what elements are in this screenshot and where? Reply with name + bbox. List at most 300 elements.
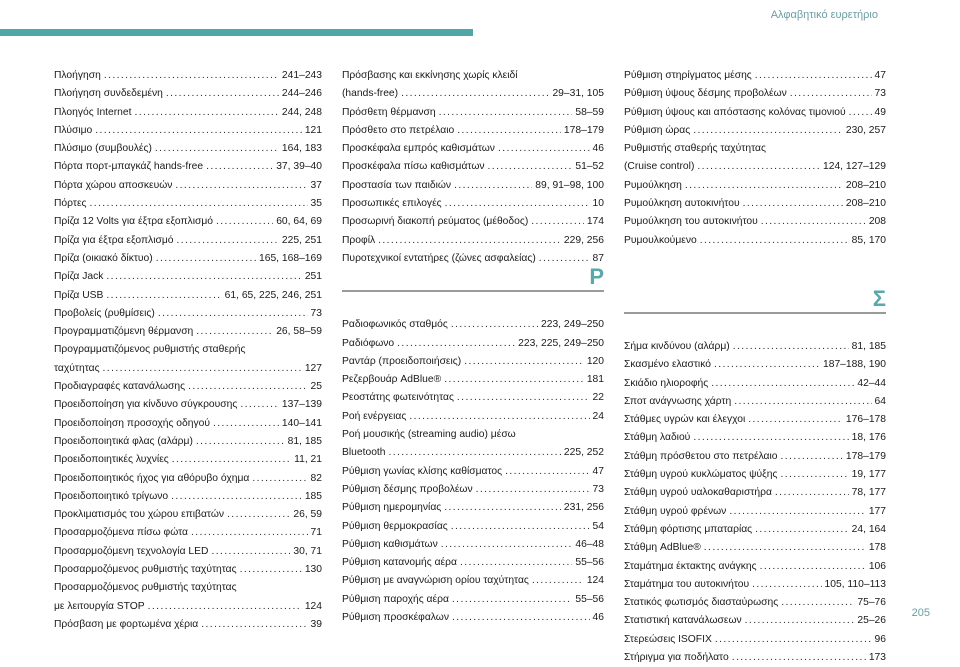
index-term: Ρύθμιση ύψους και απόστασης κολόνας τιμονιού [624, 106, 846, 118]
index-term: ταχύτητας [54, 362, 100, 374]
index-page-refs: 61, 65, 225, 246, 251 [224, 289, 322, 301]
index-entry [54, 67, 322, 85]
dot-leader [775, 484, 849, 502]
dot-leader [734, 393, 871, 411]
index-term: Ρύθμιση κατανομής αέρα [342, 557, 457, 569]
index-entry [54, 506, 322, 524]
index-term: Πλοήγηση συνδεδεμένη [54, 88, 163, 100]
dot-leader [156, 250, 256, 268]
index-term: με λειτουργία STOP [54, 600, 145, 612]
section-header-sigma [624, 285, 886, 338]
index-term: Στατιστική κατανάλωσεων [624, 615, 742, 627]
index-entry [624, 338, 886, 356]
index-term: Ρύθμιση θερμοκρασίας [342, 520, 448, 532]
index-column-1 [54, 67, 322, 634]
dot-leader [104, 67, 279, 85]
index-term: Προσωπικές επιλογές [342, 198, 442, 210]
index-page-refs: 178 [868, 542, 886, 554]
index-entry [342, 518, 604, 536]
index-term: Ρυμούλκηση [624, 179, 682, 191]
index-entry [624, 213, 886, 231]
dot-leader [240, 561, 302, 579]
index-entry [54, 195, 322, 213]
index-term: Στάθμη φόρτισης μπαταρίας [624, 523, 753, 535]
index-term: Ρεοστάτης φωτεινότητας [342, 392, 454, 404]
dot-leader [755, 67, 872, 85]
index-term: Στερεώσεις ISOFIX [624, 633, 712, 645]
index-page-refs: 208–210 [845, 179, 886, 191]
index-page-refs: 181 [586, 374, 604, 386]
dot-leader [252, 470, 307, 488]
index-entry-line: Ροή μουσικής (streaming audio) μέσω [342, 429, 516, 441]
index-term: Προσωρινή διακοπή ρεύματος (μέθοδος) [342, 216, 529, 228]
index-page-refs: 225, 252 [563, 447, 604, 459]
dot-leader [196, 323, 273, 341]
index-term: Πρίζα για έξτρα εξοπλισμό [54, 234, 174, 246]
index-column-2 [342, 67, 604, 627]
index-page-refs: 231, 256 [563, 502, 604, 514]
index-term: Στάθμη πρόσθετου στο πετρέλαιο [624, 450, 778, 462]
index-page-refs: 25–26 [857, 615, 886, 627]
index-entry [54, 140, 322, 158]
index-page-refs: 46 [592, 143, 604, 155]
index-term: Ρύθμιση ώρας [624, 124, 691, 136]
dot-leader [191, 524, 308, 542]
index-entry [624, 393, 886, 411]
index-page-refs: 47 [874, 70, 886, 81]
index-term: Πλοήγηση [54, 70, 101, 81]
index-term: Προστασία των παιδιών [342, 179, 452, 191]
index-term: Στάθμη υγρού υαλοκαθαριστήρα [624, 487, 772, 499]
dot-leader [95, 122, 302, 140]
index-entry [54, 232, 322, 250]
dot-leader [464, 353, 584, 371]
index-entry [624, 558, 886, 576]
index-term: Πρίζα USB [54, 289, 104, 301]
index-page-refs: 177 [868, 505, 886, 517]
index-page-refs: 39 [310, 618, 322, 630]
dot-leader [206, 158, 273, 176]
index-entry [624, 195, 886, 213]
dot-leader [693, 122, 843, 140]
index-term: Ρυμουλκούμενο [624, 234, 697, 246]
dot-leader [196, 433, 285, 451]
index-term: Στάθμη υγρού φρένων [624, 505, 727, 517]
index-entry [54, 598, 322, 616]
index-term: Πλύσιμο [54, 124, 93, 136]
index-page-refs: 85, 170 [851, 234, 886, 246]
index-entry-line: Πρόσβασης και εκκίνησης χωρίς κλειδί [342, 70, 518, 81]
index-page-refs: 124 [304, 600, 322, 612]
index-page-refs: 10 [592, 198, 604, 210]
index-page-refs: 25 [310, 381, 322, 393]
index-term: Πρίζα Jack [54, 271, 104, 283]
dot-leader [476, 481, 590, 499]
dot-leader [488, 158, 573, 176]
index-page-refs: 251 [304, 271, 322, 283]
index-term: Προειδοποιητικές λυχνίες [54, 454, 169, 466]
dot-leader [531, 213, 584, 231]
dot-leader [761, 213, 866, 231]
dot-leader [451, 316, 538, 334]
index-page-refs: 18, 176 [851, 432, 886, 444]
index-page-refs: 24, 164 [851, 523, 886, 535]
dot-leader [693, 429, 848, 447]
index-entry [342, 250, 604, 268]
dot-leader [714, 356, 820, 374]
section-divider [624, 312, 886, 314]
index-entry [342, 335, 604, 353]
index-page-refs: 185 [304, 490, 322, 502]
index-entry [54, 158, 322, 176]
dot-leader [697, 158, 820, 176]
section-letter-sigma: Σ [872, 285, 886, 311]
index-term: Σποτ ανάγνωσης χάρτη [624, 395, 732, 407]
index-term: Προειδοποιητικός ήχος για αθόρυβο όχημα [54, 472, 250, 484]
index-term: Προειδοποίηση για κίνδυνο σύγκρουσης [54, 399, 238, 411]
dot-leader [752, 576, 821, 594]
index-entry [342, 444, 604, 462]
index-entry [342, 195, 604, 213]
index-entry [54, 561, 322, 579]
index-entry [54, 433, 322, 451]
dot-leader [158, 305, 308, 323]
index-term: Στατικός φωτισμός διασταύρωσης [624, 597, 779, 609]
section-header-rho [342, 264, 604, 316]
page-header-title: Αλφαβητικό ευρετήριο [770, 9, 878, 21]
dot-leader [498, 140, 590, 158]
section-letter-rho: Ρ [589, 264, 604, 290]
index-entry [54, 616, 322, 634]
dot-leader [441, 536, 573, 554]
index-entry [54, 305, 322, 323]
index-term: Σταμάτημα έκτακτης ανάγκης [624, 560, 757, 572]
index-term: Πόρτα χώρου αποσκευών [54, 179, 173, 191]
dot-leader [148, 598, 302, 616]
index-entry [624, 158, 886, 176]
index-entry [54, 323, 322, 341]
index-page-refs: 89, 91–98, 100 [535, 179, 604, 191]
index-column-3 [624, 67, 886, 667]
index-page-refs: 165, 168–169 [259, 252, 322, 264]
index-page-refs: 55–56 [575, 593, 604, 605]
dot-leader [454, 177, 532, 195]
dot-leader [444, 499, 561, 517]
index-term: Προειδοποίηση προσοχής οδηγού [54, 417, 210, 429]
index-page-refs: 81, 185 [851, 340, 886, 352]
index-entry [624, 649, 886, 667]
dot-leader [90, 195, 308, 213]
index-term: Ροή ενέργειας [342, 410, 407, 422]
index-term: Προδιαγραφές κατανάλωσης [54, 381, 186, 393]
index-page-refs: 178–179 [845, 450, 886, 462]
index-page-refs: 37, 39–40 [276, 161, 322, 173]
index-entry [342, 389, 604, 407]
dot-leader [171, 488, 302, 506]
index-entry-line: Προγραμματιζόμενος ρυθμιστής σταθερής [54, 344, 246, 356]
index-page-refs: 178–179 [563, 124, 604, 136]
index-page-refs: 223, 225, 249–250 [518, 337, 604, 349]
index-page-refs: 30, 71 [293, 545, 322, 557]
index-page-refs: 78, 177 [851, 487, 886, 499]
index-entry [342, 408, 604, 426]
index-term: Ρύθμιση ύψους δέσμης προβολέων [624, 88, 787, 100]
dot-leader [457, 122, 561, 140]
index-term: Ρύθμιση δέσμης προβολέων [342, 483, 473, 495]
index-page-refs: 176–178 [845, 414, 886, 426]
dot-leader [505, 463, 589, 481]
index-entry [624, 232, 886, 250]
index-entry [624, 521, 886, 539]
dot-leader [700, 232, 849, 250]
dot-leader [685, 177, 843, 195]
dot-leader [389, 444, 561, 462]
index-page-refs: 22 [592, 392, 604, 404]
index-entry [342, 122, 604, 140]
index-page-refs: 29–31, 105 [552, 88, 604, 100]
header-accent-bar [0, 29, 473, 36]
index-page-refs: 46–48 [575, 538, 604, 550]
index-entry [342, 536, 604, 554]
index-entry [624, 375, 886, 393]
index-page-refs: 73 [310, 307, 322, 319]
index-entry [342, 104, 604, 122]
index-term: Στήριγμα για ποδήλατο [624, 652, 729, 664]
index-entry [54, 543, 322, 561]
index-entry [624, 85, 886, 103]
index-entry [54, 250, 322, 268]
index-page-refs: 47 [592, 465, 604, 477]
index-page-refs: 106 [868, 560, 886, 572]
index-entry [54, 213, 322, 231]
dot-leader [166, 85, 279, 103]
index-term: Πρίζα 12 Volts για έξτρα εξοπλισμό [54, 216, 213, 228]
dot-leader [790, 85, 872, 103]
index-term: Ρύθμιση καθισμάτων [342, 538, 438, 550]
index-term: Ρυμούλκηση του αυτοκινήτου [624, 216, 758, 228]
dot-leader [755, 521, 848, 539]
index-entry [54, 470, 322, 488]
index-page-refs: 96 [874, 633, 886, 645]
index-page-refs: 105, 110–113 [824, 578, 886, 590]
index-entry [342, 353, 604, 371]
index-page-refs: 229, 256 [563, 234, 604, 246]
index-entry [54, 287, 322, 305]
index-entry [54, 378, 322, 396]
index-term: Ρύθμιση με αναγνώριση ορίου ταχύτητας [342, 575, 529, 587]
index-term: Πλοηγός Internet [54, 106, 132, 118]
dot-leader [409, 408, 589, 426]
index-term: Προειδοποιητικά φλας (αλάρμ) [54, 435, 193, 447]
index-entry [624, 576, 886, 594]
index-page-refs: 58–59 [575, 106, 604, 118]
index-term: Πόρτα πορτ-μπαγκάζ hands-free [54, 161, 204, 173]
index-entry [342, 316, 604, 334]
dot-leader [378, 232, 561, 250]
dot-leader [729, 503, 866, 521]
index-entry [342, 554, 604, 572]
index-entry [624, 484, 886, 502]
index-term: Ρύθμιση ημερομηνίας [342, 502, 442, 514]
index-entry [342, 140, 604, 158]
index-term: Ραδιόφωνο [342, 337, 395, 349]
dot-leader [732, 649, 866, 667]
dot-leader [760, 558, 866, 576]
index-term: Bluetooth [342, 447, 386, 459]
dot-leader [745, 612, 855, 630]
index-page-refs: 60, 64, 69 [276, 216, 322, 228]
index-term: Προκλιματισμός του χώρου επιβατών [54, 509, 225, 521]
index-page-refs: 81, 185 [287, 435, 322, 447]
index-entry [342, 572, 604, 590]
dot-leader [216, 213, 273, 231]
index-entry [342, 232, 604, 250]
index-page-refs: 121 [304, 124, 322, 136]
index-term: Ρεζερβουάρ AdBlue® [342, 374, 442, 386]
index-entry [342, 591, 604, 609]
dot-leader [532, 572, 584, 590]
dot-leader [781, 594, 854, 612]
dot-leader [460, 554, 572, 572]
dot-leader [748, 411, 843, 429]
index-term: Προβολείς (ρυθμίσεις) [54, 307, 155, 319]
index-term: Σταμάτημα του αυτοκινήτου [624, 578, 750, 590]
index-term: Ρύθμιση γωνίας κλίσης καθίσματος [342, 465, 503, 477]
index-page-refs: 124 [586, 575, 604, 587]
index-term: Προσαρμοζόμενη τεχνολογία LED [54, 545, 209, 557]
index-page-refs: 225, 251 [281, 234, 322, 246]
index-entry [624, 429, 886, 447]
index-entry [624, 356, 886, 374]
index-entry [54, 488, 322, 506]
index-page-refs: 137–139 [281, 399, 322, 411]
index-page-refs: 82 [310, 472, 322, 484]
index-entry [54, 451, 322, 469]
index-term: Προσαρμοζόμενος ρυθμιστής ταχύτητας [54, 564, 237, 576]
index-page-refs: 130 [304, 564, 322, 576]
dot-leader [172, 451, 291, 469]
index-entry [624, 104, 886, 122]
dot-leader [457, 389, 590, 407]
index-page-refs: 73 [874, 88, 886, 100]
dot-leader [452, 609, 590, 627]
dot-leader [451, 518, 590, 536]
index-page-refs: 174 [586, 216, 604, 228]
dot-leader [397, 335, 515, 353]
dot-leader [240, 396, 279, 414]
dot-leader [106, 268, 301, 286]
index-entry [54, 177, 322, 195]
index-page-refs: 208–210 [845, 198, 886, 210]
index-term: Πρίζα (οικιακό δίκτυο) [54, 252, 153, 264]
index-page-refs: 35 [310, 198, 322, 210]
index-term: Ραδιοφωνικός σταθμός [342, 319, 448, 331]
index-term: (Cruise control) [624, 161, 695, 173]
index-page-refs: 127 [304, 362, 322, 374]
index-page-refs: 24 [592, 410, 604, 422]
index-term: Στάθμη AdBlue® [624, 542, 701, 554]
index-term: Προγραμματιζόμενη θέρμανση [54, 326, 194, 338]
index-page-refs: 26, 59 [293, 509, 322, 521]
index-page-refs: 51–52 [575, 161, 604, 173]
index-entry [54, 396, 322, 414]
index-page-refs: 54 [592, 520, 604, 532]
index-page-refs: 87 [592, 252, 604, 264]
dot-leader [227, 506, 290, 524]
dot-leader [106, 287, 221, 305]
index-term: Πλύσιμο (συμβουλές) [54, 143, 152, 155]
page-number: 205 [911, 607, 930, 619]
index-entry [54, 104, 322, 122]
index-entry [624, 448, 886, 466]
index-page-refs: 164, 183 [281, 143, 322, 155]
index-term: Πρόσθετο στο πετρέλαιο [342, 124, 455, 136]
dot-leader [103, 360, 302, 378]
index-page-refs: 42–44 [857, 377, 886, 389]
dot-leader [444, 371, 584, 389]
index-entry [342, 463, 604, 481]
index-entry [342, 213, 604, 231]
index-page-refs: 37 [310, 179, 322, 191]
dot-leader [704, 539, 866, 557]
dot-leader [201, 616, 307, 634]
index-term: Σήμα κινδύνου (αλάρμ) [624, 340, 730, 352]
index-page-refs: 244–246 [281, 88, 322, 100]
index-term: Πυροτεχνικοί εντατήρες (ζώνες ασφαλείας) [342, 252, 536, 264]
index-entry [342, 609, 604, 627]
index-entry [54, 524, 322, 542]
index-entry [624, 612, 886, 630]
index-entry [342, 177, 604, 195]
index-term: Πόρτες [54, 198, 87, 210]
dot-leader [711, 375, 854, 393]
dot-leader [733, 338, 849, 356]
index-term: Ρύθμιση στηρίγματος μέσης [624, 70, 752, 81]
index-page-refs: 19, 177 [851, 469, 886, 481]
index-page-refs: 75–76 [857, 597, 886, 609]
index-entry [624, 122, 886, 140]
dot-leader [780, 466, 848, 484]
index-page-refs: 230, 257 [845, 124, 886, 136]
index-entry-line: Προσαρμοζόμενος ρυθμιστής ταχύτητας [54, 582, 237, 594]
index-page-refs: 46 [592, 612, 604, 624]
index-page-refs: 26, 58–59 [276, 326, 322, 338]
index-term: Σκιάδιο ηλιοροφής [624, 377, 709, 389]
index-term: Στάθμη υγρού κυκλώματος ψύξης [624, 469, 778, 481]
index-entry [54, 85, 322, 103]
index-page-refs: 223, 249–250 [541, 319, 604, 331]
index-term: Προειδοποιητικό τρίγωνο [54, 490, 169, 502]
dot-leader [849, 104, 872, 122]
index-entry [624, 177, 886, 195]
dot-leader [188, 378, 307, 396]
index-entry [54, 268, 322, 286]
index-page-refs: 140–141 [281, 417, 322, 429]
index-entry [54, 122, 322, 140]
index-page-refs: 124, 127–129 [823, 161, 886, 173]
dot-leader [781, 448, 843, 466]
index-term: Ραντάρ (προειδοποιήσεις) [342, 355, 462, 367]
dot-leader [439, 104, 573, 122]
index-entry [342, 371, 604, 389]
index-term: Προφίλ [342, 234, 376, 246]
index-entry-line: Ρυθμιστής σταθερής ταχύτητας [624, 143, 766, 155]
dot-leader [135, 104, 279, 122]
index-page-refs: 187–188, 190 [823, 359, 886, 371]
index-page-refs: 120 [586, 355, 604, 367]
index-term: Στάθμες υγρών και έλεγχοι [624, 414, 746, 426]
dot-leader [743, 195, 843, 213]
